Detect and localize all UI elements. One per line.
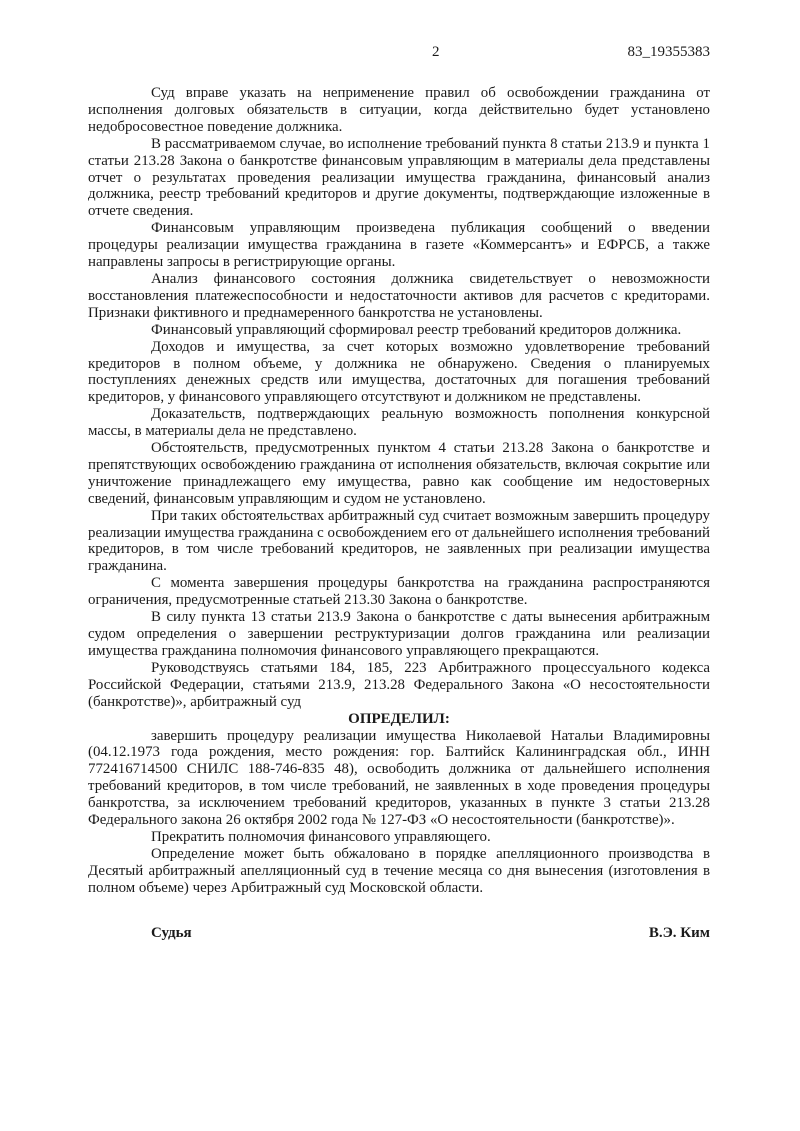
ruling-paragraph-2: Прекратить полномочия финансового управляющего.	[151, 828, 491, 845]
body-paragraph-4: Анализ финансового состояния должника свидетельствует о невозможности восстановления платежеспособности и недостаточности активов для расчетов с кредиторами. Признаки фиктивного и преднамеренного банкротства не установлены.	[88, 270, 710, 321]
ruling-paragraph-1: завершить процедуру реализации имущества Николаевой Натальи Владимировны (04.12.1973 года рождения, место рождения: гор. Балтийск Калининградская обл., ИНН 772416714500 СНИЛС 188-746-835 48), освободить должника от дальнейшего исполнения требований кредиторов, в том числе требований, не заявленных в ходе проведения процедуры банкротства, за исключением требований кредиторов, указанных в пункте 3 статьи 213.28 Федерального закона 26 октября 2002 года № 127-ФЗ «О несостоятельности (банкротстве)».	[88, 727, 710, 829]
page-number: 2	[432, 44, 440, 60]
body-paragraph-12: Руководствуясь статьями 184, 185, 223 Арбитражного процессуального кодекса Российской Федерации, статьями 213.9, 213.28 Федерального Закона «О несостоятельности (банкротстве)», арбитражный суд	[88, 659, 710, 710]
judge-role-label: Судья	[151, 924, 192, 941]
page-header	[88, 44, 710, 62]
signature-row	[88, 925, 710, 942]
body-paragraph-6: Доходов и имущества, за счет которых возможно удовлетворение требований кредиторов в полном объеме, у должника не обнаружено. Сведения о планируемых поступлениях денежных средств или имущества, достаточных для погашения требований кредиторов, у финансового управляющего отсутствуют и должником не представлены.	[88, 338, 710, 406]
body-paragraph-7: Доказательств, подтверждающих реальную возможность пополнения конкурсной массы, в материалы дела не представлено.	[88, 406, 710, 440]
body-paragraph-8: Обстоятельств, предусмотренных пунктом 4 статьи 213.28 Закона о банкротстве и препятствующих освобождению гражданина от исполнения обязательств, включая сокрытие или уничтожение принадлежащего ему имущества, равно как сообщение им недостоверных сведений, финансовым управляющим и судом не установлено.	[88, 440, 710, 507]
body-paragraph-11: В силу пункта 13 статьи 213.9 Закона о банкротстве с даты вынесения арбитражным судом определения о завершении реструктуризации долгов гражданина или реализации имущества гражданина полномочия финансового управляющего прекращаются.	[88, 609, 710, 659]
case-number: 83_19355383	[627, 44, 710, 60]
body-paragraph-10: С момента завершения процедуры банкротства на гражданина распространяются ограничения, предусмотренные статьей 213.30 Закона о банкротстве.	[88, 575, 710, 609]
body-paragraph-3: Финансовым управляющим произведена публикация сообщений о введении процедуры реализации имущества гражданина в газете «Коммерсантъ» и ЕФРСБ, а также направлены запросы в регистрирующие органы.	[88, 220, 710, 271]
body-paragraph-2: В рассматриваемом случае, во исполнение требований пункта 8 статьи 213.9 и пункта 1 статьи 213.28 Закона о банкротстве финансовым управляющим в материалы дела представлены отчет о результатах проведения реализации имущества гражданина, финансовый анализ должника, реестр требований кредиторов и другие документы, подтверждающие изложенные в отчете сведения.	[88, 135, 710, 220]
judge-name: В.Э. Ким	[648, 924, 710, 941]
body-paragraph-5: Финансовый управляющий сформировал реестр требований кредиторов должника.	[151, 321, 682, 338]
ruling-heading: ОПРЕДЕЛИЛ:	[348, 710, 450, 727]
ruling-paragraph-3: Определение может быть обжаловано в порядке апелляционного производства в Десятый арбитражный апелляционный суд в течение месяца со дня вынесения (изготовления в полном объеме) через Арбитражный суд Московской области.	[88, 845, 710, 896]
page-content	[88, 44, 710, 942]
body-paragraph-1: Суд вправе указать на неприменение правил об освобождении гражданина от исполнения долговых обязательств в ситуации, когда действительно будет установлено недобросовестное поведение должника.	[88, 85, 710, 135]
body-paragraph-9: При таких обстоятельствах арбитражный суд считает возможным завершить процедуру реализации имущества гражданина с освобождением его от дальнейшего исполнения требований кредиторов, в том числе требований кредиторов, не заявленных при реализации имущества гражданина.	[88, 507, 710, 575]
